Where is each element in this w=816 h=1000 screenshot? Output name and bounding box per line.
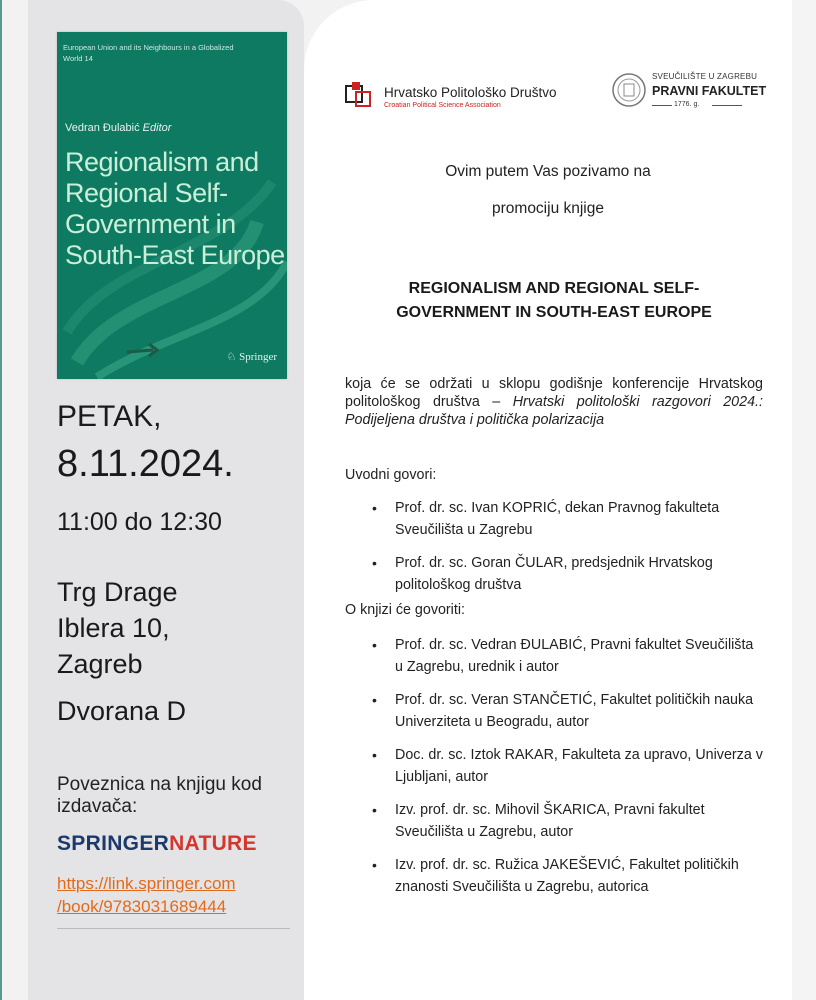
intro-speakers-label: Uvodni govori: (345, 467, 437, 483)
address-line: Trg Drage (57, 577, 178, 607)
book-title: Regionalism and Regional Self-Government in South-East Europe (65, 147, 285, 270)
springer-nature-logo (57, 832, 257, 856)
hpd-logo-icon (344, 80, 378, 110)
book-cover (57, 32, 287, 379)
university-seal-icon (611, 72, 647, 108)
hpd-subtitle: Croatian Political Science Association (384, 102, 501, 109)
book-speakers-label: O knjizi će govoriti: (345, 602, 465, 618)
event-description (345, 375, 763, 429)
publisher-name: Springer (239, 351, 277, 363)
list-item: • Doc. dr. sc. Iztok RAKAR, Fakulteta za upravo, Univerza v Ljubljani, autor (345, 744, 765, 788)
description-text: koja će se održati u sklopu godišnje konferencije Hrvatskog politološkog društva – (345, 376, 763, 410)
invitation-line-1: Ovim putem Vas pozivamo na (445, 163, 651, 180)
address-line: Zagreb (57, 649, 143, 679)
event-hall: Dvorana D (57, 696, 187, 726)
event-address (57, 574, 178, 682)
editor-name: Vedran Đulabić (65, 122, 140, 134)
springer-logo-part1: SPRINGER (57, 832, 170, 855)
divider (712, 105, 742, 106)
event-time: 11:00 do 12:30 (57, 508, 222, 536)
faculty-year: 1776. g. (674, 101, 700, 108)
event-date: 8.11.2024. (57, 443, 234, 485)
book-link-line2[interactable]: /book/9783031689444 (57, 897, 227, 916)
divider (652, 105, 672, 106)
intro-speakers-list (345, 497, 765, 607)
invitation-line-2: promociju knjige (492, 200, 604, 217)
outer-border (0, 0, 2, 1000)
book-speakers-list (345, 634, 765, 909)
hpd-name: Hrvatsko Politološko Društvo (384, 85, 557, 100)
faculty-name: PRAVNI FAKULTET (652, 84, 767, 98)
divider (57, 928, 290, 929)
conference-name: Hrvatski politološki razgovori 2024.: Podijeljena društva i politička polarizacija (345, 394, 763, 428)
publisher-mark: ♘ Springer (226, 351, 277, 363)
event-title: REGIONALISM AND REGIONAL SELF-GOVERNMENT IN SOUTH-EAST EUROPE (396, 280, 712, 321)
book-series: European Union and its Neighbours in a Globalized World 14 (63, 43, 234, 63)
list-item: • Prof. dr. sc. Vedran ĐULABIĆ, Pravni fakultet Sveučilišta u Zagrebu, urednik i autor (345, 634, 765, 678)
list-item: • Prof. dr. sc. Goran ČULAR, predsjednik Hrvatskog politološkog društva (345, 552, 765, 596)
book-editor (65, 122, 171, 134)
list-item: • Prof. dr. sc. Ivan KOPRIĆ, dekan Pravnog fakulteta Sveučilišta u Zagrebu (345, 497, 765, 541)
list-item: • Izv. prof. dr. sc. Ružica JAKEŠEVIĆ, Fakultet političkih znanosti Sveučilišta u Zagrebu, autorica (345, 854, 765, 898)
book-link-line1[interactable]: https://link.springer.com (57, 874, 236, 893)
address-line: Iblera 10, (57, 613, 170, 643)
book-link[interactable] (57, 872, 236, 918)
event-day: PETAK, (57, 400, 162, 433)
list-item: • Izv. prof. dr. sc. Mihovil ŠKARICA, Pravni fakultet Sveučilišta u Zagrebu, autor (345, 799, 765, 843)
editor-role: Editor (142, 122, 172, 134)
list-item: • Prof. dr. sc. Veran STANČETIĆ, Fakultet političkih nauka Univerziteta u Beogradu, autor (345, 689, 765, 733)
right-strip (792, 0, 816, 1000)
link-label: Poveznica na knjigu kod izdavača: (57, 774, 262, 817)
university-name: SVEUČILIŠTE U ZAGREBU (652, 72, 758, 81)
springer-logo-part2: NATURE (169, 832, 257, 855)
